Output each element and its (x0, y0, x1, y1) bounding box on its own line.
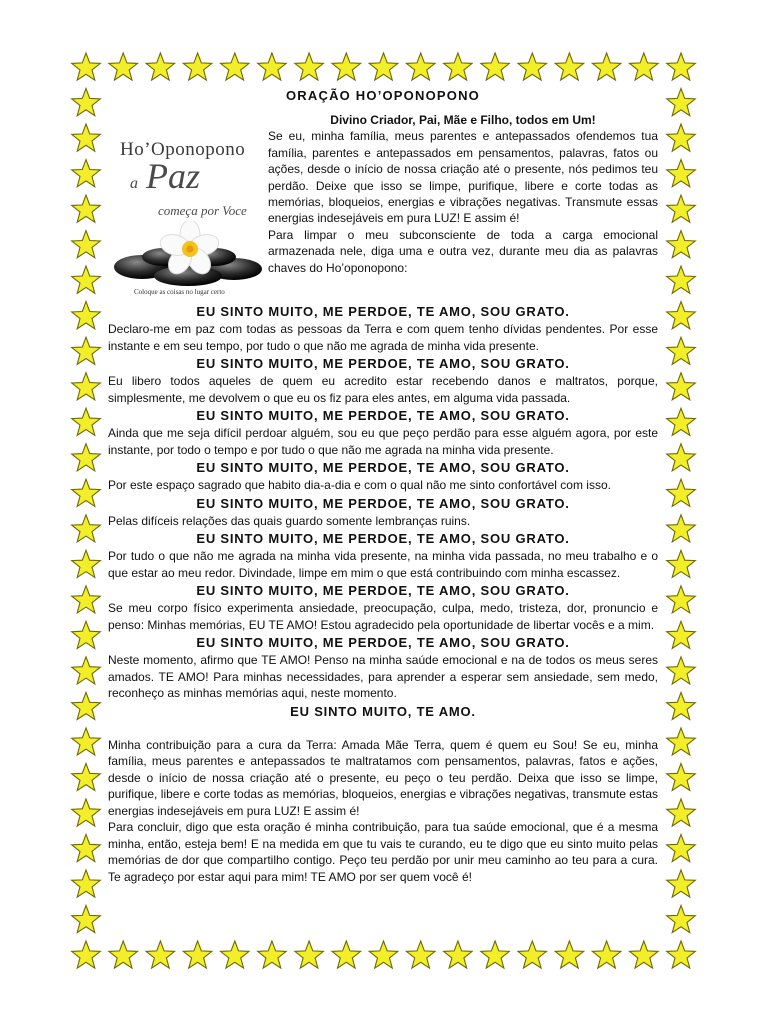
star-icon (592, 941, 621, 968)
star-icon (109, 941, 138, 968)
prayer-paragraph: Por este espaço sagrado que habito dia-a-dia e com o qual não me sinto confortável com isso. (108, 478, 611, 492)
star-icon (146, 53, 175, 80)
star-icon (72, 728, 101, 755)
star-icon (667, 160, 696, 187)
book-cover-subtitle: começa por Voce (158, 203, 247, 218)
star-icon (592, 53, 621, 80)
star-icon (221, 53, 250, 80)
intro-paragraph: Se eu, minha família, meus parentes e antepassados ofendemos tua família, parentes e antepassados em pensamentos, palavras, fatos ou ações, desde o início de nossa criação até o presente, nós pedimos teu perdão. Deixe que isso se limpe, purifique, libere e corte todas as memórias, bloqueios, energias e vibrações negativas. Transmute essas energias indesejáveis em pura LUZ! E assim é! (268, 129, 658, 226)
star-icon (295, 941, 324, 968)
star-icon (481, 53, 510, 80)
star-icon (667, 302, 696, 329)
star-icon (72, 195, 101, 222)
intro-text (268, 112, 658, 276)
star-icon (406, 941, 435, 968)
star-icon (72, 266, 101, 293)
star-icon (72, 444, 101, 471)
star-icon (667, 692, 696, 719)
star-icon (72, 834, 101, 861)
star-icon (72, 586, 101, 613)
star-icon (667, 621, 696, 648)
final-mantra-line: EU SINTO MUITO, TE AMO. (290, 703, 476, 719)
star-icon (72, 479, 101, 506)
star-icon (72, 302, 101, 329)
star-icon (72, 906, 101, 933)
star-icon (258, 53, 287, 80)
star-icon (72, 763, 101, 790)
star-icon (667, 53, 696, 80)
star-icon (667, 515, 696, 542)
star-icon (258, 941, 287, 968)
star-icon (72, 621, 101, 648)
mantra-line: EU SINTO MUITO, ME PERDOE, TE AMO, SOU GRATO. (196, 531, 570, 546)
star-icon (72, 799, 101, 826)
star-icon (183, 53, 212, 80)
star-icon (667, 906, 696, 933)
star-icon (109, 53, 138, 80)
intro-section (108, 112, 658, 302)
star-icon (72, 160, 101, 187)
star-icon (667, 550, 696, 577)
star-icon (444, 941, 473, 968)
star-icon (667, 763, 696, 790)
star-icon (72, 692, 101, 719)
star-icon (667, 799, 696, 826)
star-icon (146, 941, 175, 968)
closing-paragraph: Para concluir, digo que esta oração é minha contribuição, para tua saúde emocional, que é a mesma minha, então, esteja bem! E na medida em que tu vais te curando, eu te digo que eu sinto muito pelas memórias de dor que compartilho contigo. Peço teu perdão por unir meu caminho ao teu para a cura. Te agradeço por estar aqui para mim! TE AMO por ser quem você é! (108, 820, 658, 884)
prayer-paragraph: Se meu corpo físico experimenta ansiedade, preocupação, culpa, medo, tristeza, dor, pronuncio e penso: Minhas memórias, EU TE AMO! Estou agradecido pela oportunidade de libertar vocês e a mim. (108, 601, 658, 632)
star-icon (667, 266, 696, 293)
star-icon (72, 337, 101, 364)
mantra-line: EU SINTO MUITO, ME PERDOE, TE AMO, SOU GRATO. (196, 495, 570, 511)
star-icon (667, 479, 696, 506)
mantra-line: EU SINTO MUITO, ME PERDOE, TE AMO, SOU GRATO. (196, 408, 570, 423)
star-icon (72, 515, 101, 542)
prayer-paragraph: Declaro-me em paz com todas as pessoas da Terra e com quem tenho dívidas pendentes. Por esse instante e em seu tempo, por tudo o que não me agrada de minha vida presente. (108, 322, 658, 353)
book-cover-title: Ho’Oponopono (120, 139, 246, 160)
star-icon (72, 53, 101, 80)
book-cover-paz: Paz (146, 156, 200, 196)
star-icon (667, 408, 696, 435)
star-icon (72, 373, 101, 400)
stones-flower-icon (114, 221, 262, 287)
star-icon (667, 444, 696, 471)
star-icon (332, 941, 361, 968)
star-icon (72, 89, 101, 116)
star-icon (555, 941, 584, 968)
prayer-paragraph: Eu libero todos aqueles de quem eu acredito estar recebendo danos e maltratos, porque, simplesmente, me devolvem o que eu os fiz para eles antes, em alguma vida passada. (108, 374, 658, 405)
star-icon (72, 870, 101, 897)
star-icon (667, 728, 696, 755)
star-icon (667, 586, 696, 613)
star-icon (667, 870, 696, 897)
star-icon (667, 337, 696, 364)
star-icon (667, 231, 696, 258)
book-cover-image (114, 117, 262, 301)
star-icon (667, 834, 696, 861)
star-icon (667, 195, 696, 222)
intro-paragraph: Para limpar o meu subconsciente de toda a carga emocional armazenada nele, diga uma e outra vez, durante meu dia as palavras chaves do Ho’oponopono: (268, 227, 658, 275)
page-title: ORAÇÃO HO’OPONOPONO (286, 88, 480, 103)
star-icon (555, 53, 584, 80)
star-icon (444, 53, 473, 80)
star-icon (369, 941, 398, 968)
star-icon (72, 231, 101, 258)
star-icon (183, 941, 212, 968)
star-icon (406, 53, 435, 80)
star-icon (667, 657, 696, 684)
star-icon (369, 53, 398, 80)
greeting: Divino Criador, Pai, Mãe e Filho, todos em Um! (330, 113, 596, 127)
star-icon (72, 550, 101, 577)
star-icon (630, 53, 659, 80)
star-icon (667, 89, 696, 116)
book-cover-caption: Coloque as coisas no lugar certo (134, 288, 225, 296)
mantra-line: EU SINTO MUITO, ME PERDOE, TE AMO, SOU GRATO. (196, 583, 570, 598)
prayer-document (108, 88, 658, 885)
star-icon (72, 657, 101, 684)
star-icon (72, 124, 101, 151)
star-icon (72, 941, 101, 968)
star-icon (518, 53, 547, 80)
mantra-line: EU SINTO MUITO, ME PERDOE, TE AMO, SOU GRATO. (196, 635, 570, 650)
star-icon (332, 53, 361, 80)
star-icon (72, 408, 101, 435)
star-icon (667, 941, 696, 968)
star-icon (221, 941, 250, 968)
prayer-paragraph: Neste momento, afirmo que TE AMO! Penso na minha saúde emocional e na de todos os meus seres amados. TE AMO! Para minhas necessidades, para aprender a esperar sem ansiedade, sem medo, reconheço as minhas memórias aqui, neste momento. (108, 653, 658, 700)
star-icon (518, 941, 547, 968)
star-icon (481, 941, 510, 968)
prayer-paragraph: Por tudo o que não me agrada na minha vida presente, na minha vida passada, no meu trabalho e o que estar ao meu redor. Divindade, limpe em mim o que está contribuindo com minha escassez. (108, 549, 658, 580)
star-icon (295, 53, 324, 80)
star-icon (630, 941, 659, 968)
star-icon (667, 124, 696, 151)
mantra-line: EU SINTO MUITO, ME PERDOE, TE AMO, SOU GRATO. (196, 356, 570, 371)
book-cover-a: a (130, 175, 138, 192)
star-icon (667, 373, 696, 400)
prayer-paragraph: Pelas difíceis relações das quais guardo somente lembranças ruins. (108, 513, 471, 528)
prayer-paragraph: Ainda que me seja difícil perdoar alguém, sou eu que peço perdão para esse alguém agora, por este instante, por todo o tempo e por tudo o que não me agrada na minha vida presente. (108, 426, 658, 457)
mantra-line: EU SINTO MUITO, ME PERDOE, TE AMO, SOU GRATO. (196, 460, 570, 475)
closing-paragraph: Minha contribuição para a cura da Terra: Amada Mãe Terra, quem é quem eu Sou! Se eu, minha família, meus parentes e antepassados te maltratamos com pensamentos, palavras, fatos e ações, desde o início de nossa criação até o presente, eu peço o teu perdão. Deixa que isso se limpe, purifique, libere e corte todas as memórias, bloqueios, energias e vibrações negativas, transmute estas energias indesejáveis em pura LUZ! E assim é! (108, 737, 658, 818)
mantra-line: EU SINTO MUITO, ME PERDOE, TE AMO, SOU GRATO. (196, 304, 570, 319)
